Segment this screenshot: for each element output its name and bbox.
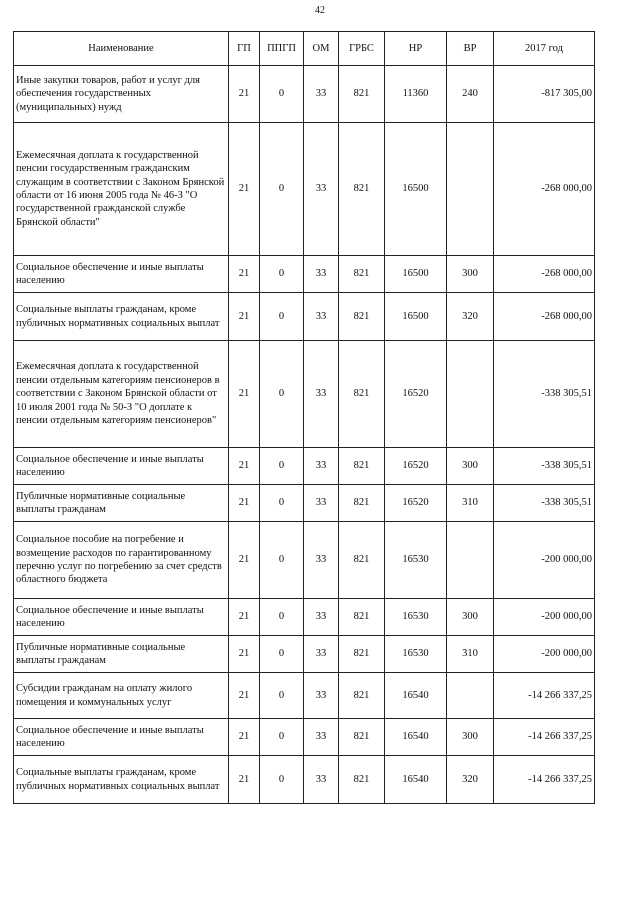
row-gp-cell: 21 [229, 341, 260, 448]
row-om-cell: 33 [304, 485, 339, 522]
row-grbs-cell: 821 [339, 522, 385, 599]
budget-table [13, 31, 595, 804]
row-ppgp-cell: 0 [260, 256, 304, 293]
table-row [14, 293, 595, 341]
row-vr-cell [447, 341, 494, 448]
row-vr-cell: 320 [447, 756, 494, 804]
table-row [14, 448, 595, 485]
row-vr-cell: 300 [447, 256, 494, 293]
row-nr-cell: 11360 [385, 66, 447, 123]
row-grbs-cell: 821 [339, 636, 385, 673]
row-grbs-cell: 821 [339, 256, 385, 293]
row-ppgp-cell: 0 [260, 123, 304, 256]
row-vr-cell: 300 [447, 599, 494, 636]
row-sum-2017-cell: -268 000,00 [494, 256, 595, 293]
row-nr-cell: 16540 [385, 756, 447, 804]
row-gp-cell: 21 [229, 123, 260, 256]
row-om-cell: 33 [304, 123, 339, 256]
row-vr-cell [447, 673, 494, 719]
header-vr: ВР [447, 32, 494, 66]
row-grbs-cell: 821 [339, 756, 385, 804]
row-ppgp-cell: 0 [260, 448, 304, 485]
header-grbs: ГРБС [339, 32, 385, 66]
row-ppgp-cell: 0 [260, 522, 304, 599]
row-vr-cell: 300 [447, 719, 494, 756]
row-gp-cell: 21 [229, 522, 260, 599]
row-name-cell: Социальное обеспечение и иные выплаты населению [14, 256, 229, 293]
table-row [14, 599, 595, 636]
row-om-cell: 33 [304, 673, 339, 719]
row-sum-2017-cell: -200 000,00 [494, 636, 595, 673]
row-vr-cell: 300 [447, 448, 494, 485]
row-sum-2017-cell: -338 305,51 [494, 485, 595, 522]
table-row [14, 341, 595, 448]
row-nr-cell: 16540 [385, 719, 447, 756]
row-om-cell: 33 [304, 636, 339, 673]
row-name-cell: Ежемесячная доплата к государственной пенсии отдельным категориям пенсионеров в соответствии с Законом Брянской области от 10 июля 2001 года № 50-З "О доплате к пенсии отдельным категориям пенсионеров" [14, 341, 229, 448]
table-row [14, 256, 595, 293]
header-nr: НР [385, 32, 447, 66]
row-name-cell: Социальное пособие на погребение и возмещение расходов по гарантированному перечню услуг по погребению за счет средств областного бюджета [14, 522, 229, 599]
row-gp-cell: 21 [229, 599, 260, 636]
header-gp: ГП [229, 32, 260, 66]
row-gp-cell: 21 [229, 256, 260, 293]
table-row [14, 756, 595, 804]
table-row [14, 485, 595, 522]
row-sum-2017-cell: -268 000,00 [494, 293, 595, 341]
row-sum-2017-cell: -14 266 337,25 [494, 756, 595, 804]
table-row [14, 123, 595, 256]
row-grbs-cell: 821 [339, 448, 385, 485]
row-nr-cell: 16530 [385, 636, 447, 673]
row-vr-cell: 320 [447, 293, 494, 341]
row-name-cell: Ежемесячная доплата к государственной пенсии государственным гражданским служащим в соответствии с Законом Брянской области от 16 июня 2005 года № 46-З "О государственной гражданской службе Брянской области" [14, 123, 229, 256]
row-nr-cell: 16500 [385, 123, 447, 256]
row-gp-cell: 21 [229, 293, 260, 341]
row-om-cell: 33 [304, 522, 339, 599]
row-name-cell: Социальные выплаты гражданам, кроме публичных нормативных социальных выплат [14, 293, 229, 341]
row-vr-cell [447, 123, 494, 256]
header-year-2017: 2017 год [494, 32, 595, 66]
row-nr-cell: 16530 [385, 599, 447, 636]
row-sum-2017-cell: -200 000,00 [494, 522, 595, 599]
row-gp-cell: 21 [229, 756, 260, 804]
row-nr-cell: 16500 [385, 256, 447, 293]
row-name-cell: Иные закупки товаров, работ и услуг для обеспечения государственных (муниципальных) нужд [14, 66, 229, 123]
row-sum-2017-cell: -14 266 337,25 [494, 719, 595, 756]
table-row [14, 66, 595, 123]
row-ppgp-cell: 0 [260, 756, 304, 804]
table-row [14, 719, 595, 756]
row-name-cell: Публичные нормативные социальные выплаты гражданам [14, 485, 229, 522]
row-vr-cell: 240 [447, 66, 494, 123]
row-grbs-cell: 821 [339, 341, 385, 448]
row-sum-2017-cell: -817 305,00 [494, 66, 595, 123]
row-nr-cell: 16530 [385, 522, 447, 599]
row-ppgp-cell: 0 [260, 719, 304, 756]
row-grbs-cell: 821 [339, 123, 385, 256]
row-ppgp-cell: 0 [260, 673, 304, 719]
row-sum-2017-cell: -268 000,00 [494, 123, 595, 256]
row-gp-cell: 21 [229, 673, 260, 719]
row-name-cell: Публичные нормативные социальные выплаты гражданам [14, 636, 229, 673]
table-row [14, 673, 595, 719]
row-ppgp-cell: 0 [260, 636, 304, 673]
row-nr-cell: 16540 [385, 673, 447, 719]
row-om-cell: 33 [304, 293, 339, 341]
row-name-cell: Социальное обеспечение и иные выплаты населению [14, 599, 229, 636]
row-ppgp-cell: 0 [260, 341, 304, 448]
row-name-cell: Социальные выплаты гражданам, кроме публичных нормативных социальных выплат [14, 756, 229, 804]
row-grbs-cell: 821 [339, 293, 385, 341]
row-grbs-cell: 821 [339, 66, 385, 123]
header-name: Наименование [14, 32, 229, 66]
row-nr-cell: 16520 [385, 341, 447, 448]
row-name-cell: Социальное обеспечение и иные выплаты населению [14, 448, 229, 485]
row-ppgp-cell: 0 [260, 485, 304, 522]
row-gp-cell: 21 [229, 448, 260, 485]
row-om-cell: 33 [304, 756, 339, 804]
header-om: ОМ [304, 32, 339, 66]
row-ppgp-cell: 0 [260, 599, 304, 636]
page-number: 42 [315, 5, 325, 16]
row-gp-cell: 21 [229, 636, 260, 673]
row-grbs-cell: 821 [339, 673, 385, 719]
row-vr-cell [447, 522, 494, 599]
row-ppgp-cell: 0 [260, 293, 304, 341]
row-sum-2017-cell: -338 305,51 [494, 341, 595, 448]
row-gp-cell: 21 [229, 719, 260, 756]
table-row [14, 636, 595, 673]
row-nr-cell: 16520 [385, 448, 447, 485]
table-body [14, 66, 595, 804]
header-ppgp: ППГП [260, 32, 304, 66]
row-nr-cell: 16520 [385, 485, 447, 522]
row-grbs-cell: 821 [339, 599, 385, 636]
row-grbs-cell: 821 [339, 485, 385, 522]
row-name-cell: Социальное обеспечение и иные выплаты населению [14, 719, 229, 756]
row-nr-cell: 16500 [385, 293, 447, 341]
row-name-cell: Субсидии гражданам на оплату жилого помещения и коммунальных услуг [14, 673, 229, 719]
row-ppgp-cell: 0 [260, 66, 304, 123]
row-om-cell: 33 [304, 448, 339, 485]
row-grbs-cell: 821 [339, 719, 385, 756]
row-sum-2017-cell: -200 000,00 [494, 599, 595, 636]
row-om-cell: 33 [304, 256, 339, 293]
row-vr-cell: 310 [447, 485, 494, 522]
row-om-cell: 33 [304, 341, 339, 448]
table-header-row [14, 32, 595, 66]
row-sum-2017-cell: -338 305,51 [494, 448, 595, 485]
table-row [14, 522, 595, 599]
row-sum-2017-cell: -14 266 337,25 [494, 673, 595, 719]
row-gp-cell: 21 [229, 66, 260, 123]
row-om-cell: 33 [304, 599, 339, 636]
row-om-cell: 33 [304, 66, 339, 123]
row-gp-cell: 21 [229, 485, 260, 522]
row-om-cell: 33 [304, 719, 339, 756]
row-vr-cell: 310 [447, 636, 494, 673]
